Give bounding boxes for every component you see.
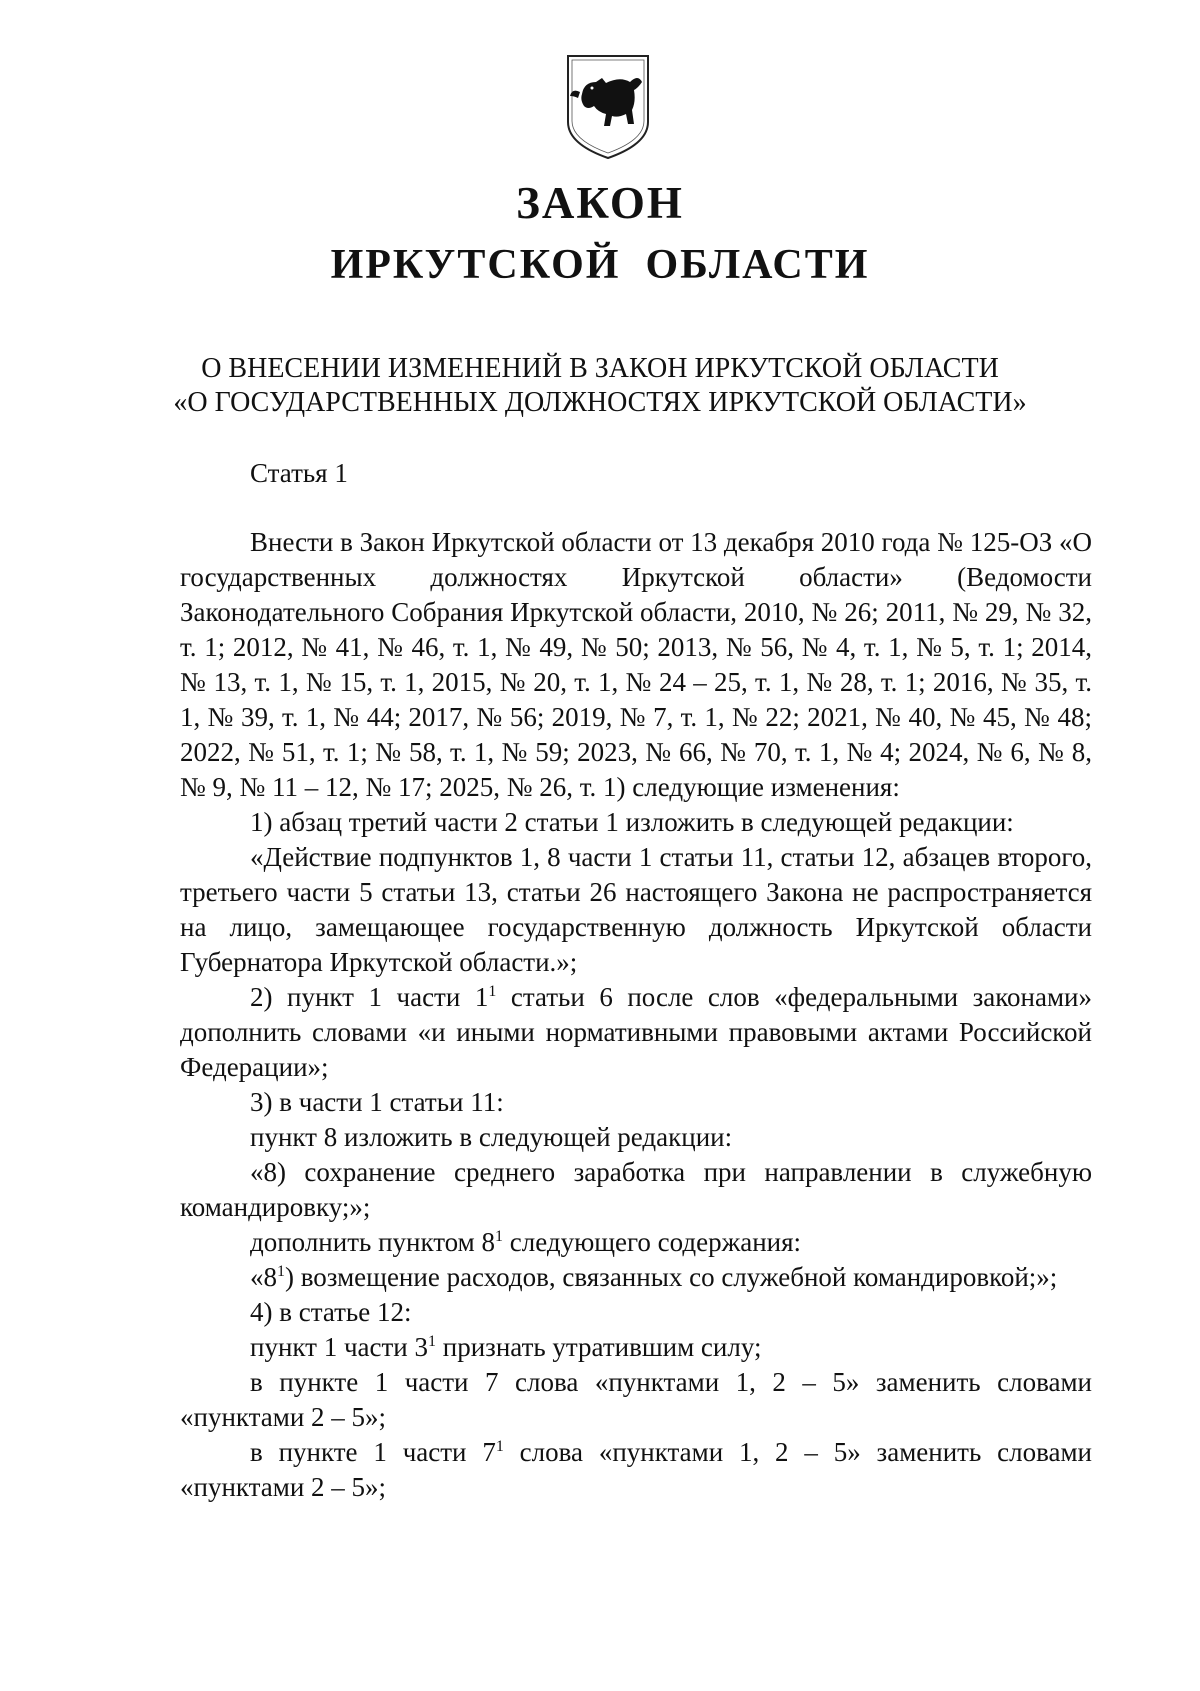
item-3: 3) в части 1 статьи 11: [250,1087,504,1117]
item-4-p1-text-a: пункт 1 части 3 [250,1332,429,1362]
item-3-p2-quote-superscript: 1 [277,1263,285,1280]
item-2-text-b: статьи 6 после слов «федеральными законами» дополнить словами «и иными нормативными правовыми актами Российской Федерации»; [180,982,1093,1082]
title-block [0,172,1200,296]
item-3-p2-superscript: 1 [495,1228,503,1245]
item-3-p2-quote-b: ) возмещение расходов, связанных со служебной командировкой;»; [285,1262,1058,1292]
item-4-p3-text-a: в пункте 1 части 7 [250,1437,496,1467]
article-body [180,456,1092,1505]
item-4-p3-superscript: 1 [495,1438,504,1455]
law-subject-line-2: «О ГОСУДАРСТВЕННЫХ ДОЛЖНОСТЯХ ИРКУТСКОЙ ОБЛАСТИ» [173,387,1027,418]
item-2-text-a: 2) пункт 1 части 1 [250,982,489,1012]
law-subject-line-1: О ВНЕСЕНИИ ИЗМЕНЕНИЙ В ЗАКОН ИРКУТСКОЙ ОБЛАСТИ [201,353,999,384]
item-1-quote: «Действие подпунктов 1, 8 части 1 статьи 11, статьи 12, абзацев второго, третьего части 5 статьи 13, статьи 26 настоящего Закона не распространяется на лицо, замещающее государственную должность Иркутской области Губернатора Иркутской области.»; [180,842,1092,977]
item-3-p2-quote-a: «8 [250,1262,277,1292]
item-4-paragraph-1 [180,1330,1092,1365]
document-region: ИРКУТСКОЙ ОБЛАСТИ [330,242,870,288]
article-intro: Внести в Закон Иркутской области от 13 декабря 2010 года № 125-ОЗ «О государственных должностях Иркутской области» (Ведомости Законодательного Собрания Иркутской области, 2010, № 26; 2011, № 29, № 32, т. 1; 2012, № 41, № 46, т. 1, № 49, № 50; 2013, № 56, № 4, т. 1, № 5, т. 1; 2014, № 13, т. 1, № 15, т. 1, 2015, № 20, т. 1, № 24 – 25, т. 1, № 28, т. 1; 2016, № 35, т. 1, № 39, т. 1, № 44; 2017, № 56; 2019, № 7, т. 1, № 22; 2021, № 40, № 45, № 48; 2022, № 51, т. 1; № 58, т. 1, № 59; 2023, № 66, № 70, т. 1, № 4; 2024, № 6, № 8, № 9, № 11 – 12, № 17; 2025, № 26, т. 1) следующие изменения: [180,527,1092,802]
item-4-p3-text-b: слова «пунктами 1, 2 – 5» заменить словами «пунктами 2 – 5»; [180,1437,1092,1502]
document-title: ЗАКОН [516,178,684,228]
item-4-paragraph-2: в пункте 1 части 7 слова «пунктами 1, 2 – 5» заменить словами «пунктами 2 – 5»; [180,1367,1092,1432]
item-3-paragraph-1-quote: «8) сохранение среднего заработка при направлении в служебную командировку;»; [180,1157,1092,1222]
law-subject [0,352,1200,420]
irkutsk-coat-of-arms-icon [562,52,654,162]
item-4: 4) в статье 12: [250,1297,412,1327]
item-2 [180,980,1092,1085]
item-2-superscript: 1 [488,983,497,1000]
item-4-p1-text-b: признать утратившим силу; [436,1332,762,1362]
item-3-p2-text-b: следующего содержания: [503,1227,802,1257]
item-4-paragraph-3 [180,1435,1092,1505]
item-3-paragraph-1: пункт 8 изложить в следующей редакции: [250,1122,733,1152]
item-1: 1) абзац третий части 2 статьи 1 изложить в следующей редакции: [250,807,1014,837]
item-3-p2-text-a: дополнить пунктом 8 [250,1227,495,1257]
article-heading: Статья 1 [250,458,348,488]
item-3-paragraph-2 [180,1225,1092,1260]
item-3-paragraph-2-quote [180,1260,1092,1295]
item-4-p1-superscript: 1 [428,1333,437,1350]
